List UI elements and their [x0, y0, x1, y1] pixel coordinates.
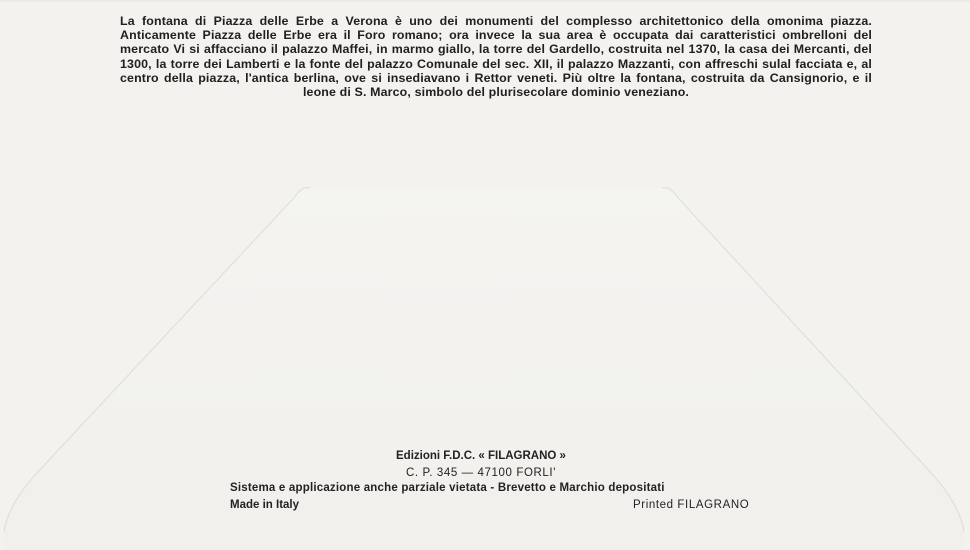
- publisher-address: C. P. 345 — 47100 FORLI': [406, 467, 556, 479]
- printed-by-label: Printed FILAGRANO: [633, 499, 750, 511]
- publisher-name: Edizioni F.D.C. « FILAGRANO »: [396, 450, 566, 462]
- rights-notice: Sistema e applicazione anche parziale vietata - Brevetto e Marchio depositati: [230, 482, 665, 494]
- fountain-description: La fontana di Piazza delle Erbe a Verona è uno dei monumenti del complesso architettonico della omonima piazza. Anticamente Piazza delle Erbe era il Foro romano; ora invece la sua area è occupata dai caratteristici ombrelloni del mercato Vi si affacciano il palazzo Maffei, in marmo giallo, la torre del Gardello, costruita nel 1370, la casa dei Mercanti, del 1300, la torre dei Lamberti e la fonte del palazzo Comunale del sec. XII, il palazzo Mazzanti, con affreschi sulal facciata e, al centro della piazza, l'antica berlina, ove si insediavano i Rettor veneti. Più oltre la fontana, costruita da Cansignorio, e il leone di S. Marco, simbolo del plurisecolare dominio veneziano.: [120, 14, 872, 100]
- made-in-label: Made in Italy: [230, 499, 300, 511]
